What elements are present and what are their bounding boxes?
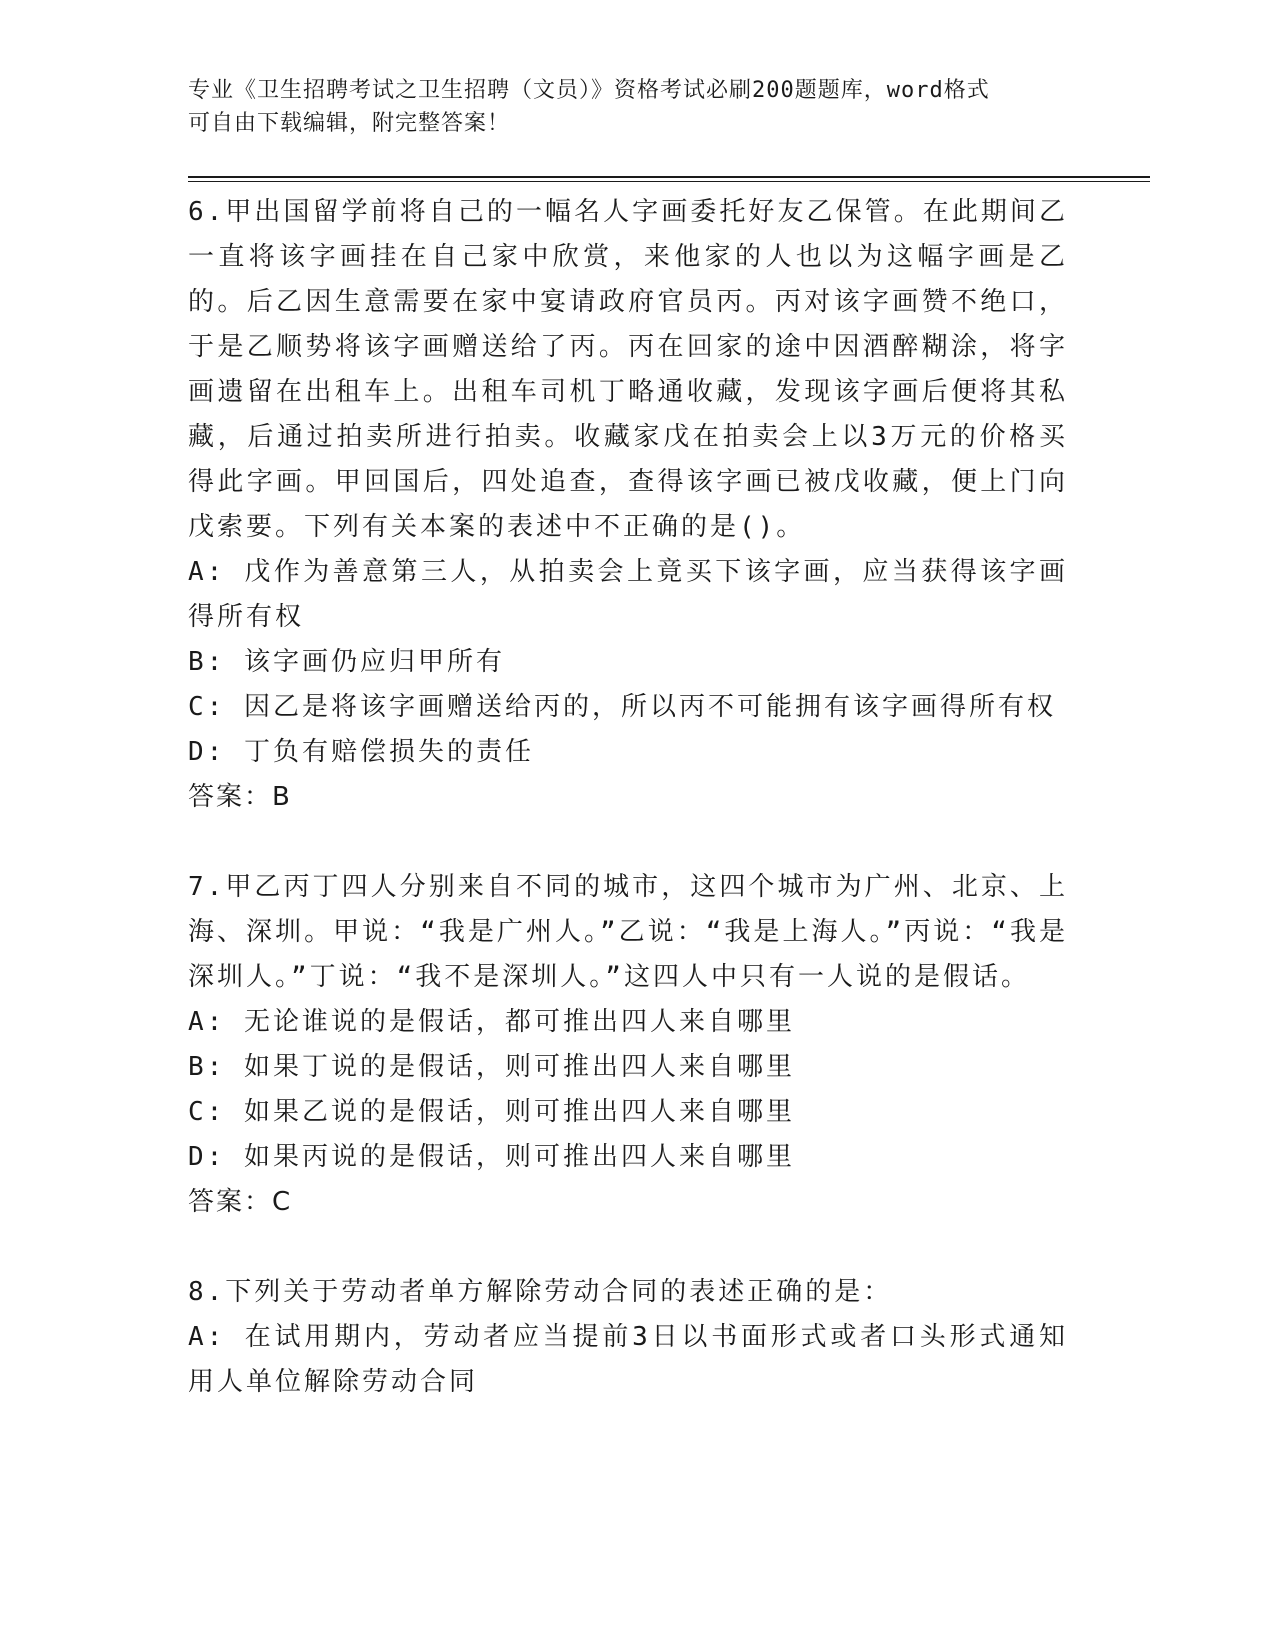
header-divider-thick: [188, 176, 1150, 178]
option-c: C: 因乙是将该字画赠送给丙的，所以丙不可能拥有该字画得所有权: [188, 692, 1056, 722]
question-8: [188, 1270, 1068, 1405]
option-c: C: 如果乙说的是假话，则可推出四人来自哪里: [188, 1097, 795, 1127]
question-text: 8.下列关于劳动者单方解除劳动合同的表述正确的是：: [188, 1277, 893, 1307]
header-divider-thin: [188, 181, 1150, 182]
question-7: [188, 865, 1068, 1225]
page-header: [188, 74, 1068, 140]
question-6: [188, 190, 1068, 820]
question-text: 7.甲乙丙丁四人分别来自不同的城市，这四个城市为广州、北京、上海、深圳。甲说：“我是广州人。”乙说：“我是上海人。”丙说：“我是深圳人。”丁说：“我不是深圳人。”这四人中只有一人说的是假话。: [188, 872, 1068, 992]
option-a: A: 戊作为善意第三人，从拍卖会上竟买下该字画，应当获得该字画得所有权: [188, 557, 1068, 632]
option-b: B: 该字画仍应归甲所有: [188, 647, 505, 677]
option-d: D: 如果丙说的是假话，则可推出四人来自哪里: [188, 1142, 795, 1172]
option-a: A: 无论谁说的是假话，都可推出四人来自哪里: [188, 1007, 795, 1037]
question-list: [188, 190, 1068, 1405]
option-d: D: 丁负有赔偿损失的责任: [188, 737, 534, 767]
answer-line: 答案：B: [188, 782, 292, 812]
header-line-2: 可自由下载编辑，附完整答案！: [188, 111, 511, 136]
option-a: A: 在试用期内，劳动者应当提前3日以书面形式或者口头形式通知用人单位解除劳动合同: [188, 1322, 1068, 1397]
question-text: 6.甲出国留学前将自己的一幅名人字画委托好友乙保管。在此期间乙一直将该字画挂在自己家中欣赏，来他家的人也以为这幅字画是乙的。后乙因生意需要在家中宴请政府官员丙。丙对该字画赞不绝口，于是乙顺势将该字画赠送给了丙。丙在回家的途中因酒醉糊涂，将字画遗留在出租车上。出租车司机丁略通收藏，发现该字画后便将其私藏，后通过拍卖所进行拍卖。收藏家戊在拍卖会上以3万元的价格买得此字画。甲回国后，四处追查，查得该字画已被戊收藏，便上门向戊索要。下列有关本案的表述中不正确的是()。: [188, 197, 1068, 542]
header-line-1: 专业《卫生招聘考试之卫生招聘（文员）》资格考试必刷200题题库，word格式: [188, 78, 990, 103]
answer-line: 答案：C: [188, 1187, 293, 1217]
option-b: B: 如果丁说的是假话，则可推出四人来自哪里: [188, 1052, 795, 1082]
